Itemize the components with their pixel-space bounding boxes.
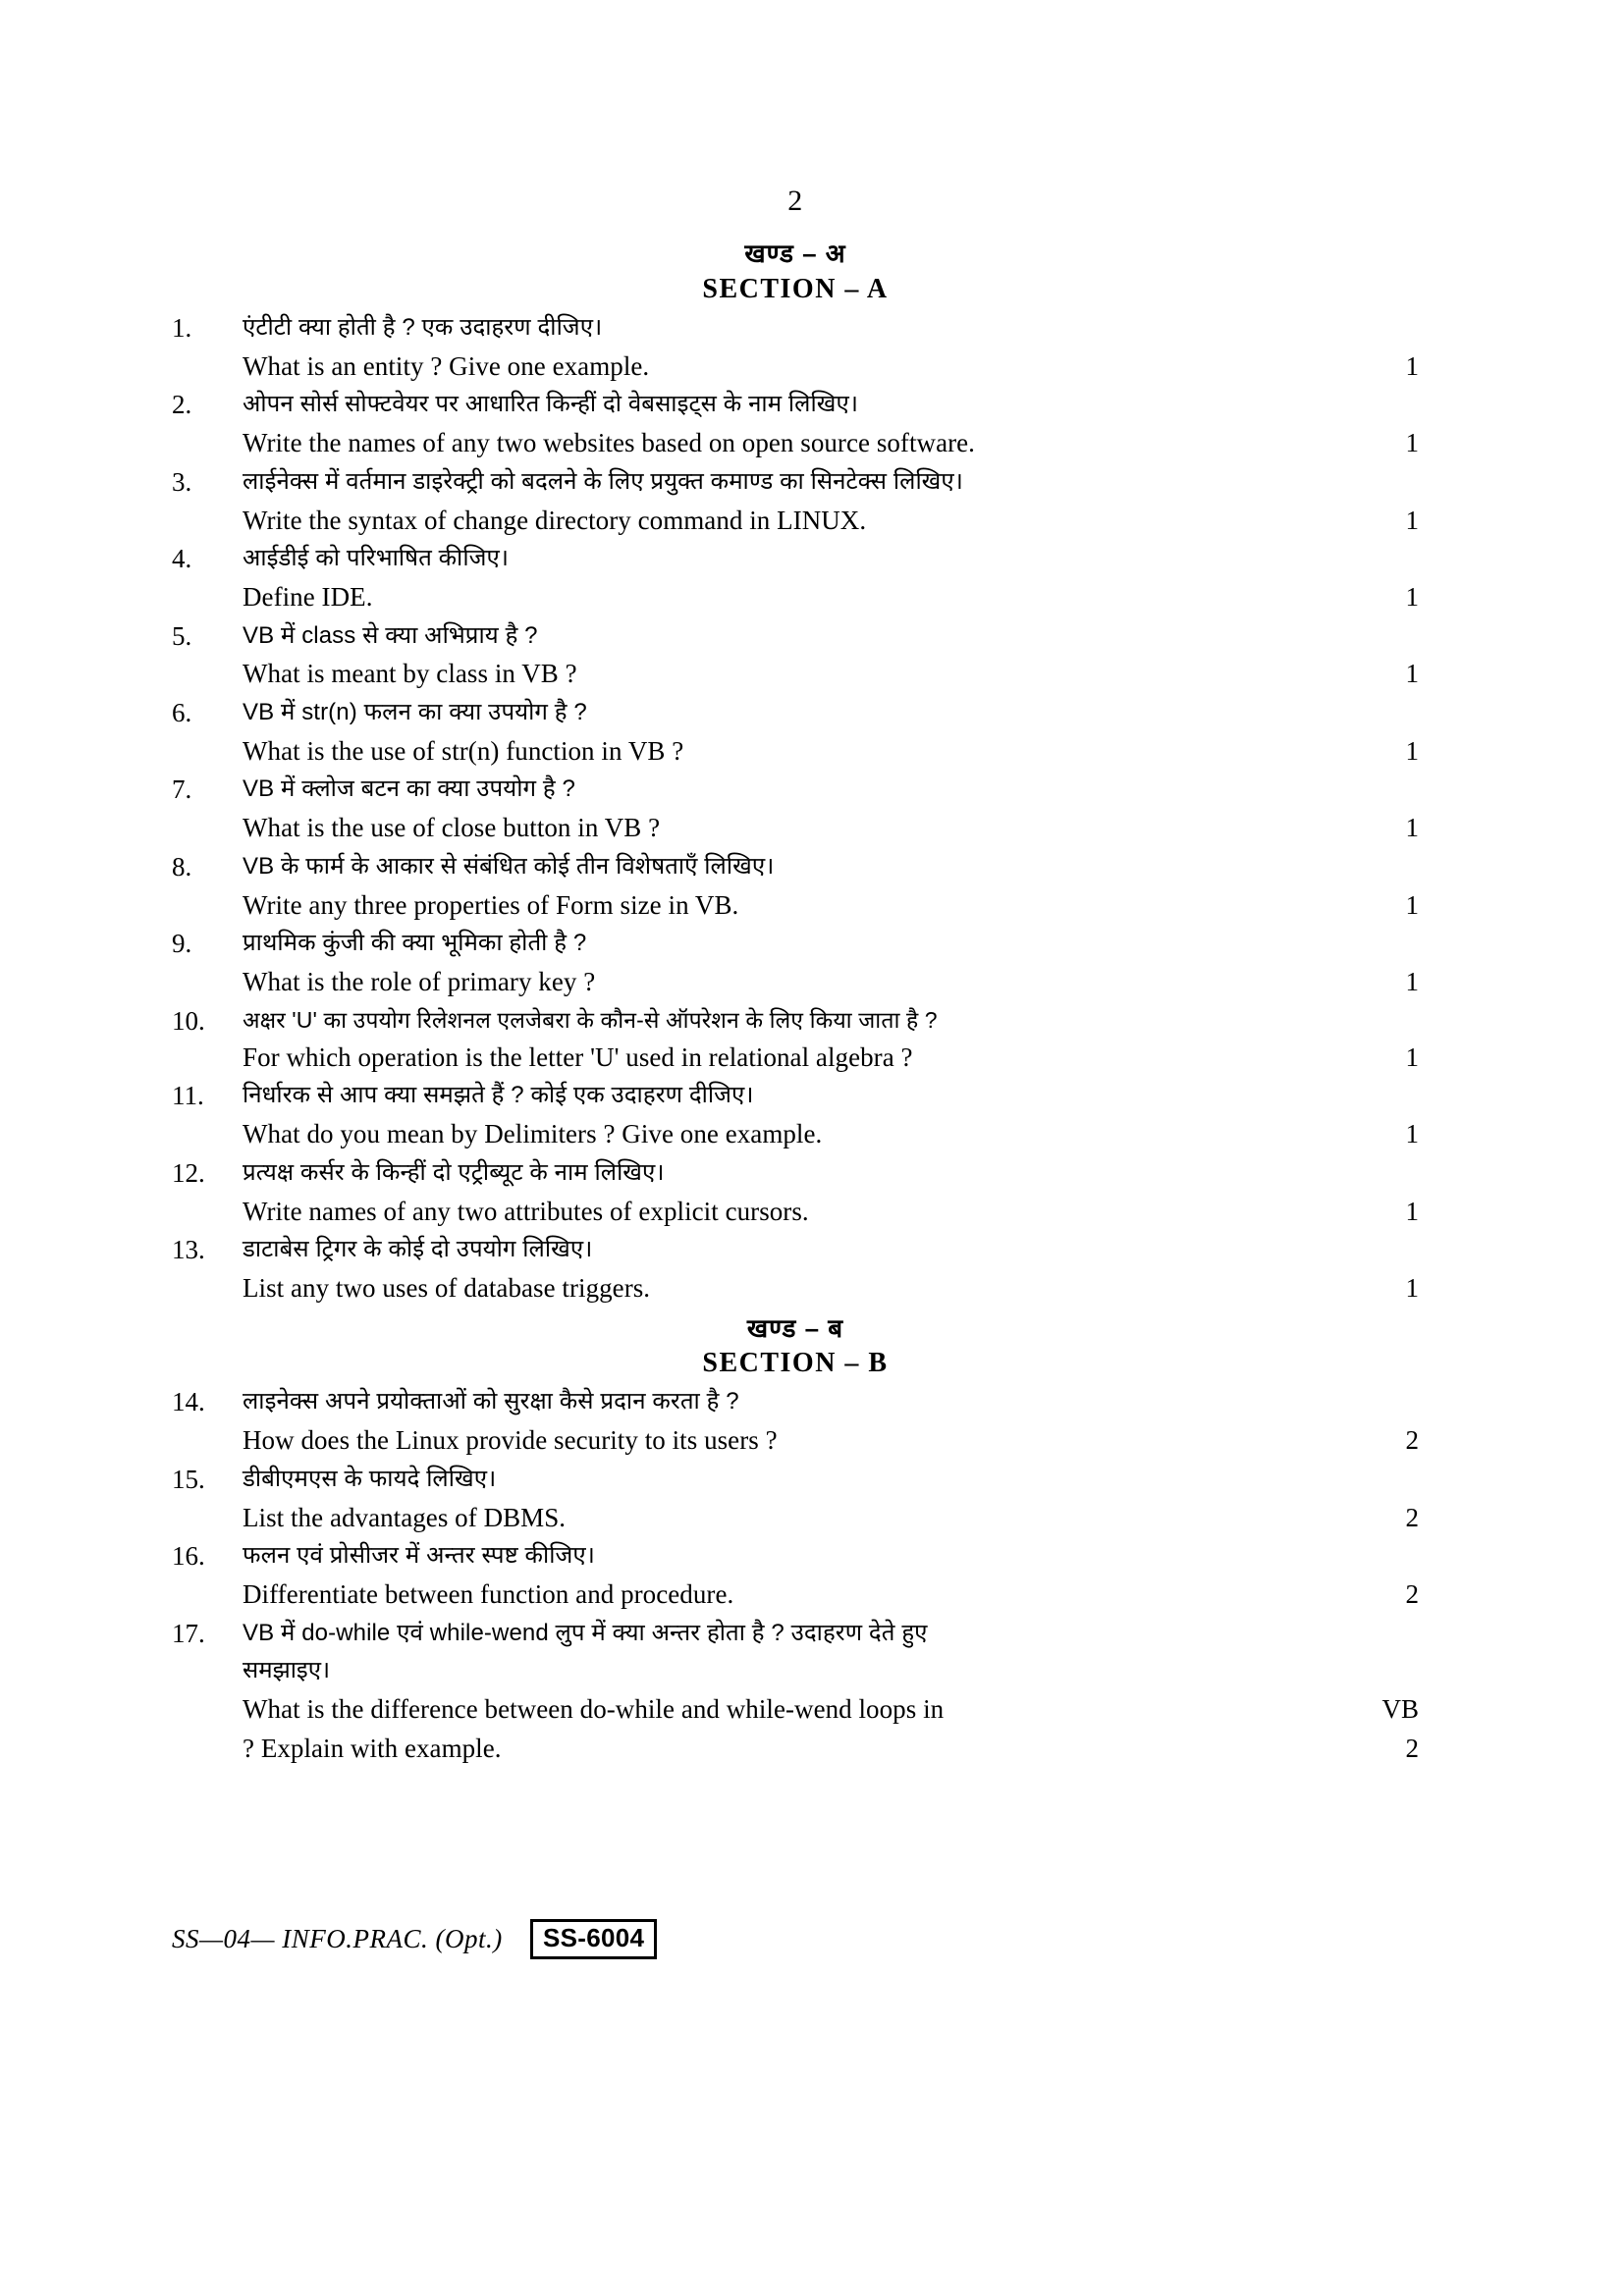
question-body <box>243 617 1419 694</box>
question-text-english: List the advantages of DBMS. <box>243 1502 567 1532</box>
question-text-hindi: प्रत्यक्ष कर्सर के किन्हीं दो एट्रीब्यूट के नाम लिखिए। <box>243 1158 665 1186</box>
question-number: 7. <box>172 774 192 805</box>
question-body <box>243 309 1419 386</box>
question-line-english <box>243 885 1419 926</box>
question-text-english: What is the role of primary key ? <box>243 967 596 997</box>
question-line-english <box>243 1420 1419 1461</box>
question-line-english <box>243 731 1419 772</box>
question-item <box>172 1002 1419 1078</box>
question-line-english <box>243 577 1419 617</box>
question-line-hindi <box>243 848 1419 885</box>
question-line-hindi-continued <box>243 1652 1419 1689</box>
question-text-english: For which operation is the letter 'U' used in relational algebra ? <box>243 1041 913 1072</box>
question-item <box>172 1461 1419 1537</box>
question-line-english <box>243 962 1419 1002</box>
question-marks: 2 <box>1405 1502 1419 1532</box>
question-marks: 2 <box>1405 1579 1419 1610</box>
question-marks: 1 <box>1405 889 1419 920</box>
question-body <box>243 463 1419 540</box>
question-text-english: Differentiate between function and procedure. <box>243 1579 734 1610</box>
section-b-heading-hindi: खण्ड – ब <box>746 1312 844 1343</box>
question-line-english <box>243 347 1419 387</box>
question-line-english <box>243 1498 1419 1538</box>
question-text-english: What is the difference between do-while and while-wend loops in <box>243 1693 945 1724</box>
question-body <box>243 1002 1419 1078</box>
question-item <box>172 1537 1419 1614</box>
question-line-hindi <box>243 1461 1419 1498</box>
question-text-english: What do you mean by Delimiters ? Give one example. <box>243 1119 823 1149</box>
question-body <box>243 694 1419 771</box>
question-text-hindi-line2: समझाइए। <box>243 1656 331 1683</box>
question-text-hindi: फलन एवं प्रोसीजर में अन्तर स्पष्ट कीजिए। <box>243 1542 595 1570</box>
question-body <box>243 1077 1419 1153</box>
question-number: 10. <box>172 1005 205 1036</box>
question-number: 8. <box>172 851 192 881</box>
question-line-english <box>243 423 1419 463</box>
question-line-hindi <box>243 925 1419 962</box>
question-item <box>172 1077 1419 1153</box>
question-number: 12. <box>172 1157 205 1188</box>
question-marks: 1 <box>1405 505 1419 535</box>
question-line-hindi <box>243 1154 1419 1192</box>
question-marks: 1 <box>1405 1041 1419 1072</box>
question-line-hindi <box>243 617 1419 655</box>
question-number: 16. <box>172 1541 205 1572</box>
question-text-english: Write names of any two attributes of explicit cursors. <box>243 1196 809 1226</box>
question-item <box>172 1383 1419 1460</box>
question-line-english-continued <box>243 1729 1419 1769</box>
question-text-hindi: निर्धारक से आप क्या समझते हैं ? कोई एक उदाहरण दीजिए। <box>243 1082 754 1109</box>
question-body <box>243 1537 1419 1614</box>
question-text-english: Write the syntax of change directory command in LINUX. <box>243 505 867 535</box>
question-text-hindi: VB में do-while एवं while-wend लुप में क्या अन्तर होता है ? उदाहरण देते हुए <box>243 1619 928 1646</box>
question-number: 9. <box>172 929 192 959</box>
question-item <box>172 1615 1419 1769</box>
question-line-hindi <box>243 463 1419 501</box>
question-body <box>243 848 1419 925</box>
question-text-english: Write any three properties of Form size in VB. <box>243 889 739 920</box>
question-line-english <box>243 501 1419 541</box>
question-number: 1. <box>172 312 192 343</box>
question-body <box>243 540 1419 616</box>
question-marks: 2 <box>1405 1734 1419 1764</box>
question-line-hindi <box>243 694 1419 731</box>
question-item <box>172 309 1419 386</box>
question-marks: 1 <box>1405 659 1419 689</box>
question-text-hindi: एंटीटी क्या होती है ? एक उदाहरण दीजिए। <box>243 313 603 341</box>
question-item <box>172 386 1419 462</box>
question-line-hindi <box>243 386 1419 423</box>
paper-code-box: SS-6004 <box>530 1919 657 1959</box>
question-line-hindi <box>243 1231 1419 1268</box>
question-text-hindi: लाईनेक्स में वर्तमान डाइरेक्ट्री को बदलने के लिए प्रयुक्त कमाण्ड का सिनटेक्स लिखिए। <box>243 467 963 495</box>
question-text-english: What is the use of str(n) function in VB ? <box>243 735 684 766</box>
page-content <box>172 187 1419 1769</box>
question-number: 13. <box>172 1235 205 1265</box>
question-line-hindi <box>243 771 1419 808</box>
question-number: 6. <box>172 697 192 727</box>
page-number: 2 <box>787 185 803 217</box>
question-text-hindi: VB में क्लोज बटन का क्या उपयोग है ? <box>243 775 575 803</box>
question-number: 15. <box>172 1464 205 1494</box>
question-text-hindi: लाइनेक्स अपने प्रयोक्ताओं को सुरक्षा कैसे प्रदान करता है ? <box>243 1388 739 1415</box>
question-marks: 1 <box>1405 813 1419 843</box>
question-body <box>243 1461 1419 1537</box>
question-body <box>243 771 1419 847</box>
question-line-english <box>243 1192 1419 1232</box>
question-body <box>243 1231 1419 1308</box>
question-text-hindi: डाटाबेस ट्रिगर के कोई दो उपयोग लिखिए। <box>243 1236 593 1263</box>
question-line-hindi <box>243 1077 1419 1114</box>
question-text-english: Write the names of any two websites based on open source software. <box>243 428 975 458</box>
question-item <box>172 694 1419 771</box>
question-item <box>172 771 1419 847</box>
question-number: 3. <box>172 466 192 497</box>
question-text-hindi: अक्षर 'U' का उपयोग रिलेशनल एलजेबरा के कौन-से ऑपरेशन के लिए किया जाता है ? <box>243 1006 938 1033</box>
question-english-tail: VB <box>1381 1693 1419 1724</box>
question-text-hindi: VB में class से क्या अभिप्राय है ? <box>243 621 538 649</box>
question-text-english-line2: ? Explain with example. <box>243 1734 502 1764</box>
question-number: 14. <box>172 1387 205 1417</box>
question-marks: 1 <box>1405 350 1419 381</box>
question-line-english <box>243 1038 1419 1078</box>
question-marks: 1 <box>1405 1196 1419 1226</box>
question-body <box>243 386 1419 462</box>
question-item <box>172 540 1419 616</box>
question-line-hindi <box>243 1615 1419 1652</box>
question-number: 11. <box>172 1081 204 1111</box>
question-marks: 2 <box>1405 1425 1419 1456</box>
question-item <box>172 1231 1419 1308</box>
question-text-hindi: VB में str(n) फलन का क्या उपयोग है ? <box>243 698 587 725</box>
question-line-english <box>243 654 1419 694</box>
section-b-heading-english: SECTION – B <box>702 1348 889 1379</box>
question-body <box>243 1615 1419 1769</box>
question-line-english <box>243 1575 1419 1615</box>
section-a-heading <box>172 238 1419 307</box>
question-body <box>243 1383 1419 1460</box>
question-number: 5. <box>172 620 192 651</box>
question-marks: 1 <box>1405 735 1419 766</box>
question-line-english <box>243 1268 1419 1308</box>
question-marks: 1 <box>1405 582 1419 613</box>
question-text-hindi: प्राथमिक कुंजी की क्या भूमिका होती है ? <box>243 930 587 957</box>
section-b-heading <box>172 1312 1419 1382</box>
question-item <box>172 617 1419 694</box>
question-body <box>243 1154 1419 1231</box>
question-text-hindi: डीबीएमएस के फायदे लिखिए। <box>243 1465 497 1492</box>
question-text-english: What is the use of close button in VB ? <box>243 813 661 843</box>
question-marks: 1 <box>1405 967 1419 997</box>
question-line-hindi <box>243 1383 1419 1420</box>
question-marks: 1 <box>1405 428 1419 458</box>
question-text-english: What is an entity ? Give one example. <box>243 350 650 381</box>
question-text-english: How does the Linux provide security to its users ? <box>243 1425 778 1456</box>
question-item <box>172 1154 1419 1231</box>
question-item <box>172 848 1419 925</box>
question-line-english <box>243 1689 1419 1730</box>
question-item <box>172 925 1419 1001</box>
question-text-hindi: आईडीई को परिभाषित कीजिए। <box>243 545 510 572</box>
section-a-heading-hindi: खण्ड – अ <box>744 239 846 268</box>
question-marks: 1 <box>1405 1119 1419 1149</box>
question-body <box>243 925 1419 1001</box>
question-line-english <box>243 808 1419 848</box>
question-number: 4. <box>172 544 192 574</box>
section-a-heading-english: SECTION – A <box>702 273 889 304</box>
question-line-hindi <box>243 1002 1419 1038</box>
question-text-hindi: VB के फार्म के आकार से संबंधित कोई तीन विशेषताएँ लिखिए। <box>243 852 775 880</box>
question-line-hindi <box>243 1537 1419 1575</box>
question-text-english: Define IDE. <box>243 582 373 613</box>
question-item <box>172 463 1419 540</box>
question-number: 2. <box>172 390 192 420</box>
page-footer <box>172 1919 1438 1959</box>
question-line-hindi <box>243 309 1419 347</box>
question-text-english: List any two uses of database triggers. <box>243 1273 651 1304</box>
question-line-hindi <box>243 540 1419 577</box>
question-number: 17. <box>172 1618 205 1648</box>
question-text-english: What is meant by class in VB ? <box>243 659 577 689</box>
subject-code-text: SS—04— INFO.PRAC. (Opt.) <box>172 1923 503 1953</box>
question-marks: 1 <box>1405 1273 1419 1304</box>
question-line-english <box>243 1114 1419 1154</box>
question-text-hindi: ओपन सोर्स सोफ्टवेयर पर आधारित किन्हीं दो वेबसाइट्स के नाम लिखिए। <box>243 391 859 418</box>
